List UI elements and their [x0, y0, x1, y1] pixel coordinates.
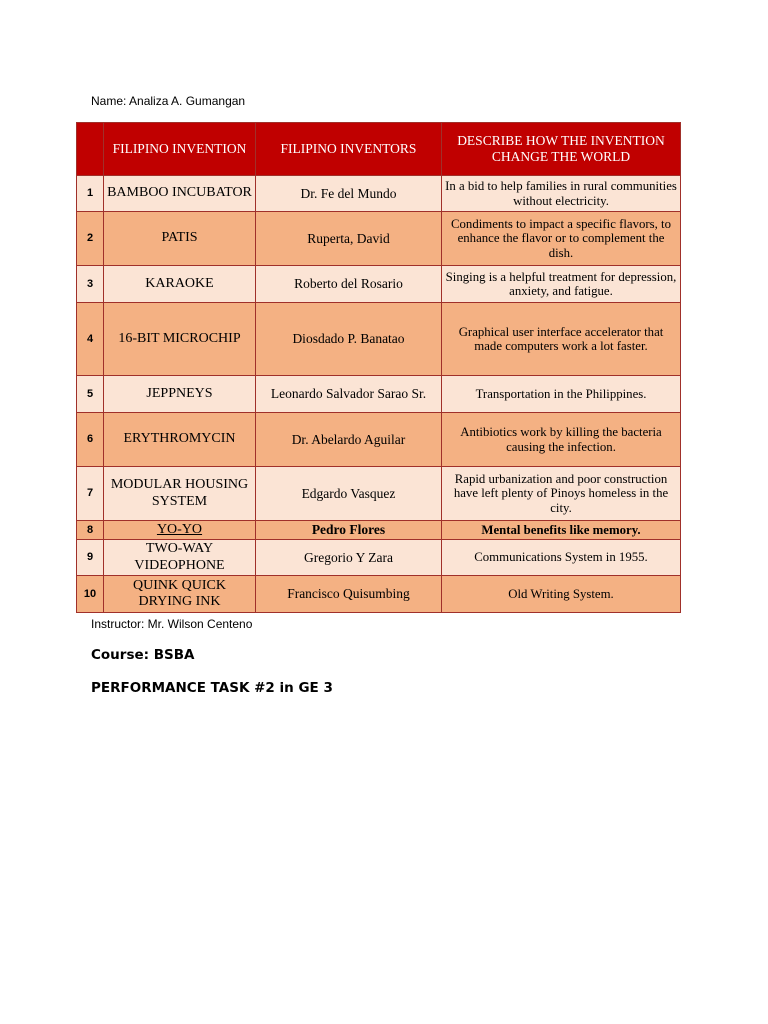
row-number: 10 — [77, 576, 104, 613]
row-number: 2 — [77, 212, 104, 266]
invention-description: Rapid urbanization and poor construction have left plenty of Pinoys homeless in the city. — [442, 467, 681, 521]
inventor-name: Diosdado P. Banatao — [256, 303, 442, 376]
row-number: 9 — [77, 540, 104, 576]
invention-name: JEPPNEYS — [104, 376, 256, 413]
invention-description: Singing is a helpful treatment for depression, anxiety, and fatigue. — [442, 266, 681, 303]
student-name: Name: Analiza A. Gumangan — [91, 94, 246, 108]
invention-name: KARAOKE — [104, 266, 256, 303]
inventor-name: Dr. Abelardo Aguilar — [256, 413, 442, 467]
inventor-name: Leonardo Salvador Sarao Sr. — [256, 376, 442, 413]
inventor-name: Edgardo Vasquez — [256, 467, 442, 521]
table-header-row — [77, 123, 681, 176]
task-title: PERFORMANCE TASK #2 in GE 3 — [91, 680, 333, 696]
invention-description: Antibiotics work by killing the bacteria causing the infection. — [442, 413, 681, 467]
course-label: Course: BSBA — [91, 647, 195, 663]
instructor-name: Instructor: Mr. Wilson Centeno — [91, 617, 253, 631]
invention-name: TWO-WAY VIDEOPHONE — [104, 540, 256, 576]
table-row — [77, 467, 681, 521]
inventor-name: Roberto del Rosario — [256, 266, 442, 303]
row-number: 6 — [77, 413, 104, 467]
table-row — [77, 521, 681, 540]
header-describe: DESCRIBE HOW THE INVENTION CHANGE THE WORLD — [442, 123, 681, 176]
inventor-name: Ruperta, David — [256, 212, 442, 266]
inventor-name: Gregorio Y Zara — [256, 540, 442, 576]
inventor-name: Pedro Flores — [256, 521, 442, 540]
table-row — [77, 413, 681, 467]
table-row — [77, 303, 681, 376]
invention-name: MODULAR HOUSING SYSTEM — [104, 467, 256, 521]
invention-description: Condiments to impact a specific flavors, to enhance the flavor or to complement the dish. — [442, 212, 681, 266]
invention-name: PATIS — [104, 212, 256, 266]
invention-name: 16-BIT MICROCHIP — [104, 303, 256, 376]
invention-name: QUINK QUICK DRYING INK — [104, 576, 256, 613]
table-row — [77, 266, 681, 303]
row-number: 7 — [77, 467, 104, 521]
row-number: 3 — [77, 266, 104, 303]
table-row — [77, 376, 681, 413]
table-row — [77, 212, 681, 266]
invention-description: Old Writing System. — [442, 576, 681, 613]
inventor-name: Francisco Quisumbing — [256, 576, 442, 613]
row-number: 8 — [77, 521, 104, 540]
inventor-name: Dr. Fe del Mundo — [256, 176, 442, 212]
row-number: 4 — [77, 303, 104, 376]
header-inventors: FILIPINO INVENTORS — [256, 123, 442, 176]
header-invention: FILIPINO INVENTION — [104, 123, 256, 176]
row-number: 5 — [77, 376, 104, 413]
invention-description: Transportation in the Philippines. — [442, 376, 681, 413]
table-row — [77, 576, 681, 613]
invention-name: YO-YO — [104, 521, 256, 540]
invention-description: In a bid to help families in rural communities without electricity. — [442, 176, 681, 212]
invention-description: Mental benefits like memory. — [442, 521, 681, 540]
invention-name: BAMBOO INCUBATOR — [104, 176, 256, 212]
invention-name: ERYTHROMYCIN — [104, 413, 256, 467]
table-row — [77, 176, 681, 212]
row-number: 1 — [77, 176, 104, 212]
inventions-table — [76, 122, 681, 613]
invention-description: Graphical user interface accelerator that made computers work a lot faster. — [442, 303, 681, 376]
invention-description: Communications System in 1955. — [442, 540, 681, 576]
header-number — [77, 123, 104, 176]
table-row — [77, 540, 681, 576]
